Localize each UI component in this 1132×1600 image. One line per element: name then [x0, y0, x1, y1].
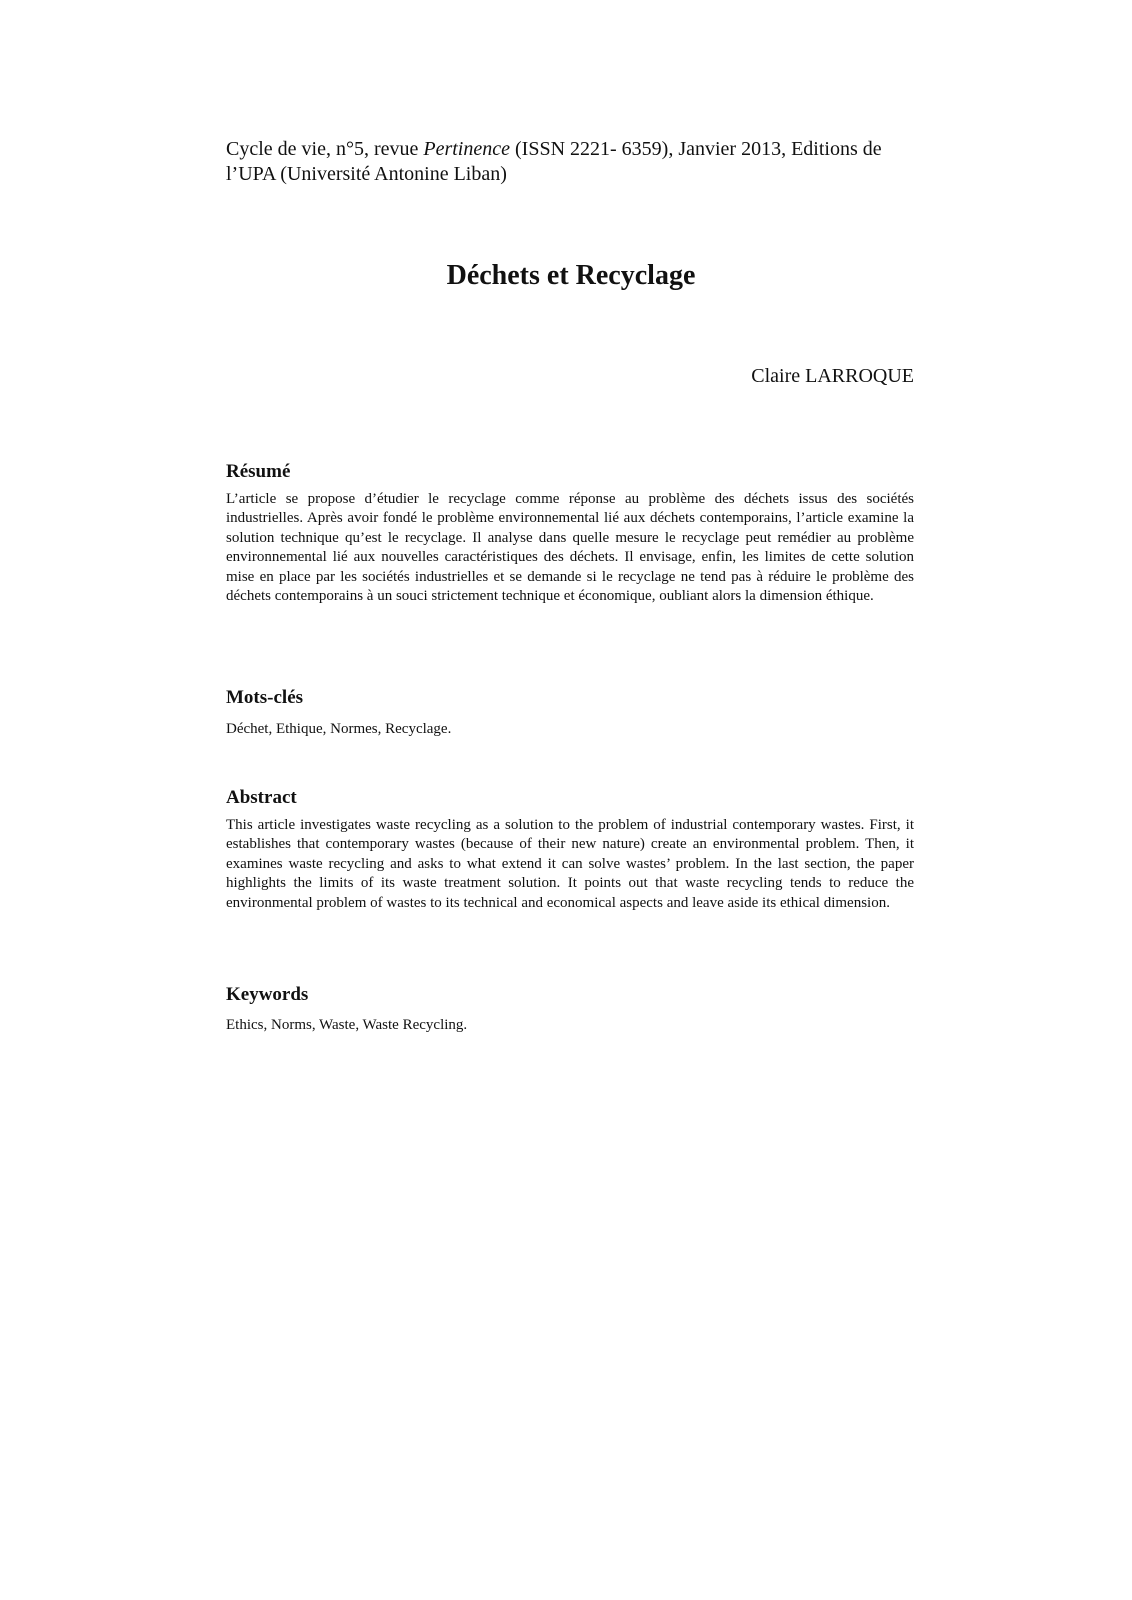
- abstract-heading: Abstract: [226, 787, 297, 808]
- citation-suffix: (ISSN 2221- 6359), Janvier 2013, Editions de l’UPA (Université Antonine Liban): [226, 138, 882, 185]
- journal-name: Pertinence: [423, 138, 510, 160]
- mots-cles-heading: Mots-clés: [226, 687, 304, 708]
- citation-line: [226, 137, 916, 187]
- resume-heading: Résumé: [226, 461, 291, 482]
- article-title: Déchets et Recyclage: [446, 260, 696, 291]
- keywords-text: Ethics, Norms, Waste, Waste Recycling.: [226, 1017, 468, 1033]
- resume-text: L’article se propose d’étudier le recyclage comme réponse au problème des déchets issus des sociétés industrielles. Après avoir fondé le problème environnemental lié aux déchets contemporains, l’article examine la solution technique qu’est le recyclage. Il analyse dans quelle mesure le recyclage peut remédier au problème environnemental lié aux nouvelles caractéristiques des déchets. Il envisage, enfin, les limites de cette solution mise en place par les sociétés industrielles et se demande si le recyclage ne tend pas à réduire le problème des déchets contemporains à un souci strictement technique et économique, oubliant alors la dimension éthique.: [226, 491, 914, 605]
- mots-cles-text: Déchet, Ethique, Normes, Recyclage.: [226, 721, 452, 737]
- author-name: Claire LARROQUE: [751, 365, 914, 387]
- keywords-heading: Keywords: [226, 984, 309, 1005]
- citation-prefix: Cycle de vie, n°5, revue: [226, 138, 424, 160]
- abstract-text: This article investigates waste recycling as a solution to the problem of industrial contemporary wastes. First, it establishes that contemporary wastes (because of their new nature) create an environmental problem. Then, it examines waste recycling and asks to what extend it can solve wastes’ problem. In the last section, the paper highlights the limits of its waste treatment solution. It points out that waste recycling tends to reduce the environmental problem of wastes to its technical and economical aspects and leave aside its ethical dimension.: [226, 817, 914, 911]
